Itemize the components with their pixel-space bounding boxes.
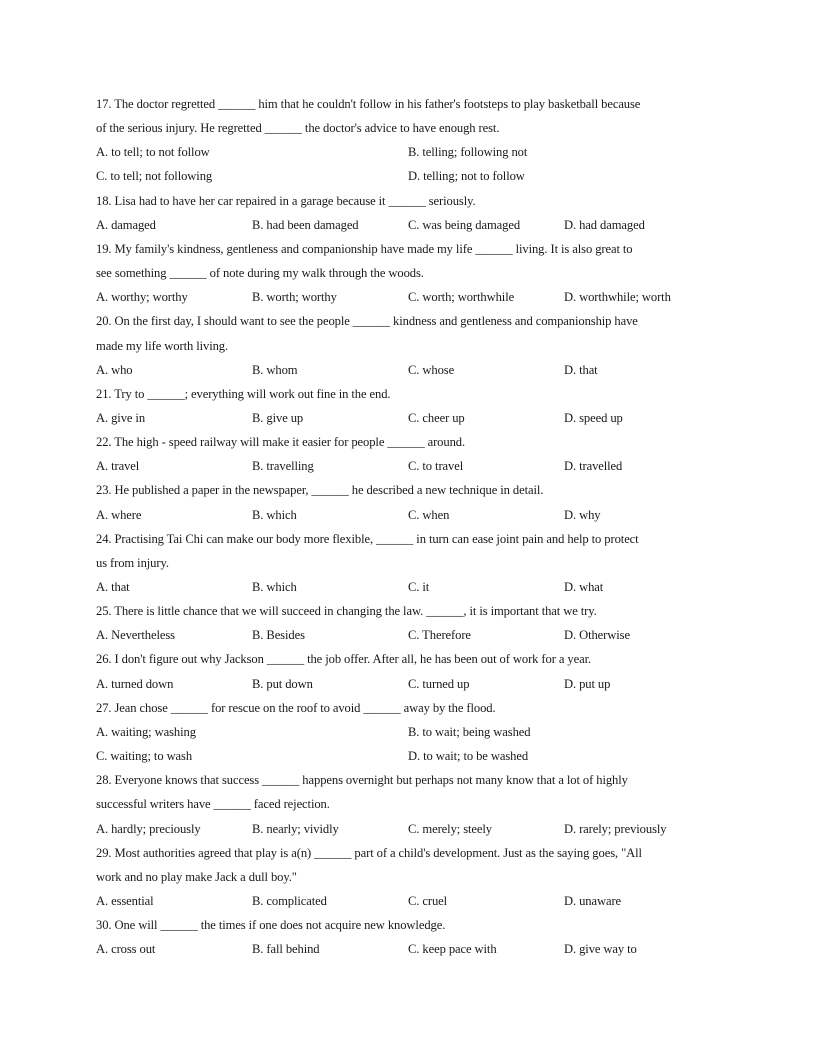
- question-text: 22. The high - speed railway will make it easier for people ______ around.: [96, 435, 466, 450]
- answer-option: B. had been damaged: [252, 217, 359, 232]
- answer-option: D. that: [564, 362, 598, 377]
- question-text: 21. Try to ______; everything will work out fine in the end.: [96, 386, 391, 401]
- answer-option: D. had damaged: [564, 217, 645, 232]
- question-text: us from injury.: [96, 555, 169, 570]
- answer-option: B. give up: [252, 410, 304, 425]
- answer-option: C. when: [408, 507, 450, 522]
- answer-option: A. travel: [96, 459, 140, 474]
- answer-option: D. give way to: [564, 942, 637, 957]
- answer-option: D. Otherwise: [564, 628, 630, 643]
- answer-option: B. to wait; being washed: [408, 724, 531, 739]
- answer-option: C. to tell; not following: [96, 169, 213, 184]
- answer-option: C. cheer up: [408, 410, 465, 425]
- question-text: 24. Practising Tai Chi can make our body more flexible, ______ in turn can ease joint pain and help to protect: [96, 531, 639, 546]
- answer-option: C. turned up: [408, 676, 470, 691]
- question-text: 26. I don't figure out why Jackson ______ the job offer. After all, he has been out of work for a year.: [96, 652, 592, 667]
- question-text: 19. My family's kindness, gentleness and companionship have made my life ______ living. It is also great to: [96, 241, 633, 256]
- answer-option: A. waiting; washing: [96, 724, 196, 739]
- answer-option: B. Besides: [252, 628, 305, 643]
- question-text: 30. One will ______ the times if one does not acquire new knowledge.: [96, 918, 446, 933]
- answer-option: C. merely; steely: [408, 821, 492, 836]
- answer-option: B. worth; worthy: [252, 290, 337, 305]
- answer-option: B. telling; following not: [408, 145, 528, 160]
- question-text: see something ______ of note during my walk through the woods.: [96, 266, 424, 281]
- answer-option: D. telling; not to follow: [408, 169, 525, 184]
- answer-option: C. whose: [408, 362, 455, 377]
- answer-option: A. essential: [96, 893, 154, 908]
- answer-option: D. travelled: [564, 459, 623, 474]
- answer-option: D. what: [564, 580, 604, 594]
- answer-option: B. which: [252, 580, 297, 594]
- answer-option: D. to wait; to be washed: [408, 749, 529, 764]
- answer-option: A. worthy; worthy: [96, 290, 188, 305]
- question-text: of the serious injury. He regretted ______ the doctor's advice to have enough rest.: [96, 121, 500, 136]
- answer-option: A. to tell; to not follow: [96, 145, 210, 160]
- answer-option: B. put down: [252, 676, 313, 691]
- question-text: successful writers have ______ faced rejection.: [96, 797, 330, 812]
- answer-option: C. it: [408, 580, 430, 594]
- question-text: made my life worth living.: [96, 338, 229, 353]
- answer-option: D. speed up: [564, 410, 623, 425]
- answer-option: A. Nevertheless: [96, 628, 175, 643]
- answer-option: C. was being damaged: [408, 217, 521, 232]
- answer-option: C. Therefore: [408, 628, 471, 643]
- answer-option: A. cross out: [96, 942, 156, 957]
- answer-option: A. hardly; preciously: [96, 821, 201, 836]
- question-text: 25. There is little chance that we will succeed in changing the law. ______, it is important that we try.: [96, 604, 597, 619]
- answer-option: C. worth; worthwhile: [408, 290, 515, 305]
- question-text: 29. Most authorities agreed that play is a(n) ______ part of a child's development. Just as the saying goes, "All: [96, 845, 642, 860]
- question-text: 23. He published a paper in the newspaper, ______ he described a new technique in detail.: [96, 483, 544, 498]
- answer-option: D. why: [564, 507, 601, 522]
- question-text: 18. Lisa had to have her car repaired in a garage because it ______ seriously.: [96, 193, 476, 208]
- answer-option: B. nearly; vividly: [252, 821, 339, 836]
- question-text: work and no play make Jack a dull boy.": [96, 869, 297, 884]
- answer-option: D. unaware: [564, 893, 622, 908]
- answer-option: A. damaged: [96, 217, 156, 232]
- answer-option: C. keep pace with: [408, 942, 497, 957]
- answer-option: A. where: [96, 507, 142, 522]
- answer-option: A. who: [96, 362, 133, 377]
- question-text: 28. Everyone knows that success ______ happens overnight but perhaps not many know that a lot of highly: [96, 773, 628, 788]
- answer-option: D. put up: [564, 676, 611, 691]
- answer-option: C. to travel: [408, 459, 464, 474]
- answer-option: B. travelling: [252, 459, 314, 474]
- answer-option: C. cruel: [408, 893, 448, 908]
- answer-option: D. worthwhile; worth: [564, 290, 671, 305]
- answer-option: A. that: [96, 580, 130, 594]
- question-text: 20. On the first day, I should want to see the people ______ kindness and gentleness and companionship have: [96, 314, 638, 329]
- answer-option: B. whom: [252, 362, 298, 377]
- answer-option: A. give in: [96, 410, 146, 425]
- answer-option: B. which: [252, 507, 297, 522]
- answer-option: A. turned down: [96, 676, 174, 691]
- answer-option: D. rarely; previously: [564, 821, 667, 836]
- question-text: 17. The doctor regretted ______ him that he couldn't follow in his father's footsteps to play basketball because: [96, 97, 641, 111]
- answer-option: B. complicated: [252, 893, 327, 908]
- question-text: 27. Jean chose ______ for rescue on the roof to avoid ______ away by the flood.: [96, 700, 496, 715]
- answer-option: B. fall behind: [252, 942, 320, 957]
- answer-option: C. waiting; to wash: [96, 749, 193, 764]
